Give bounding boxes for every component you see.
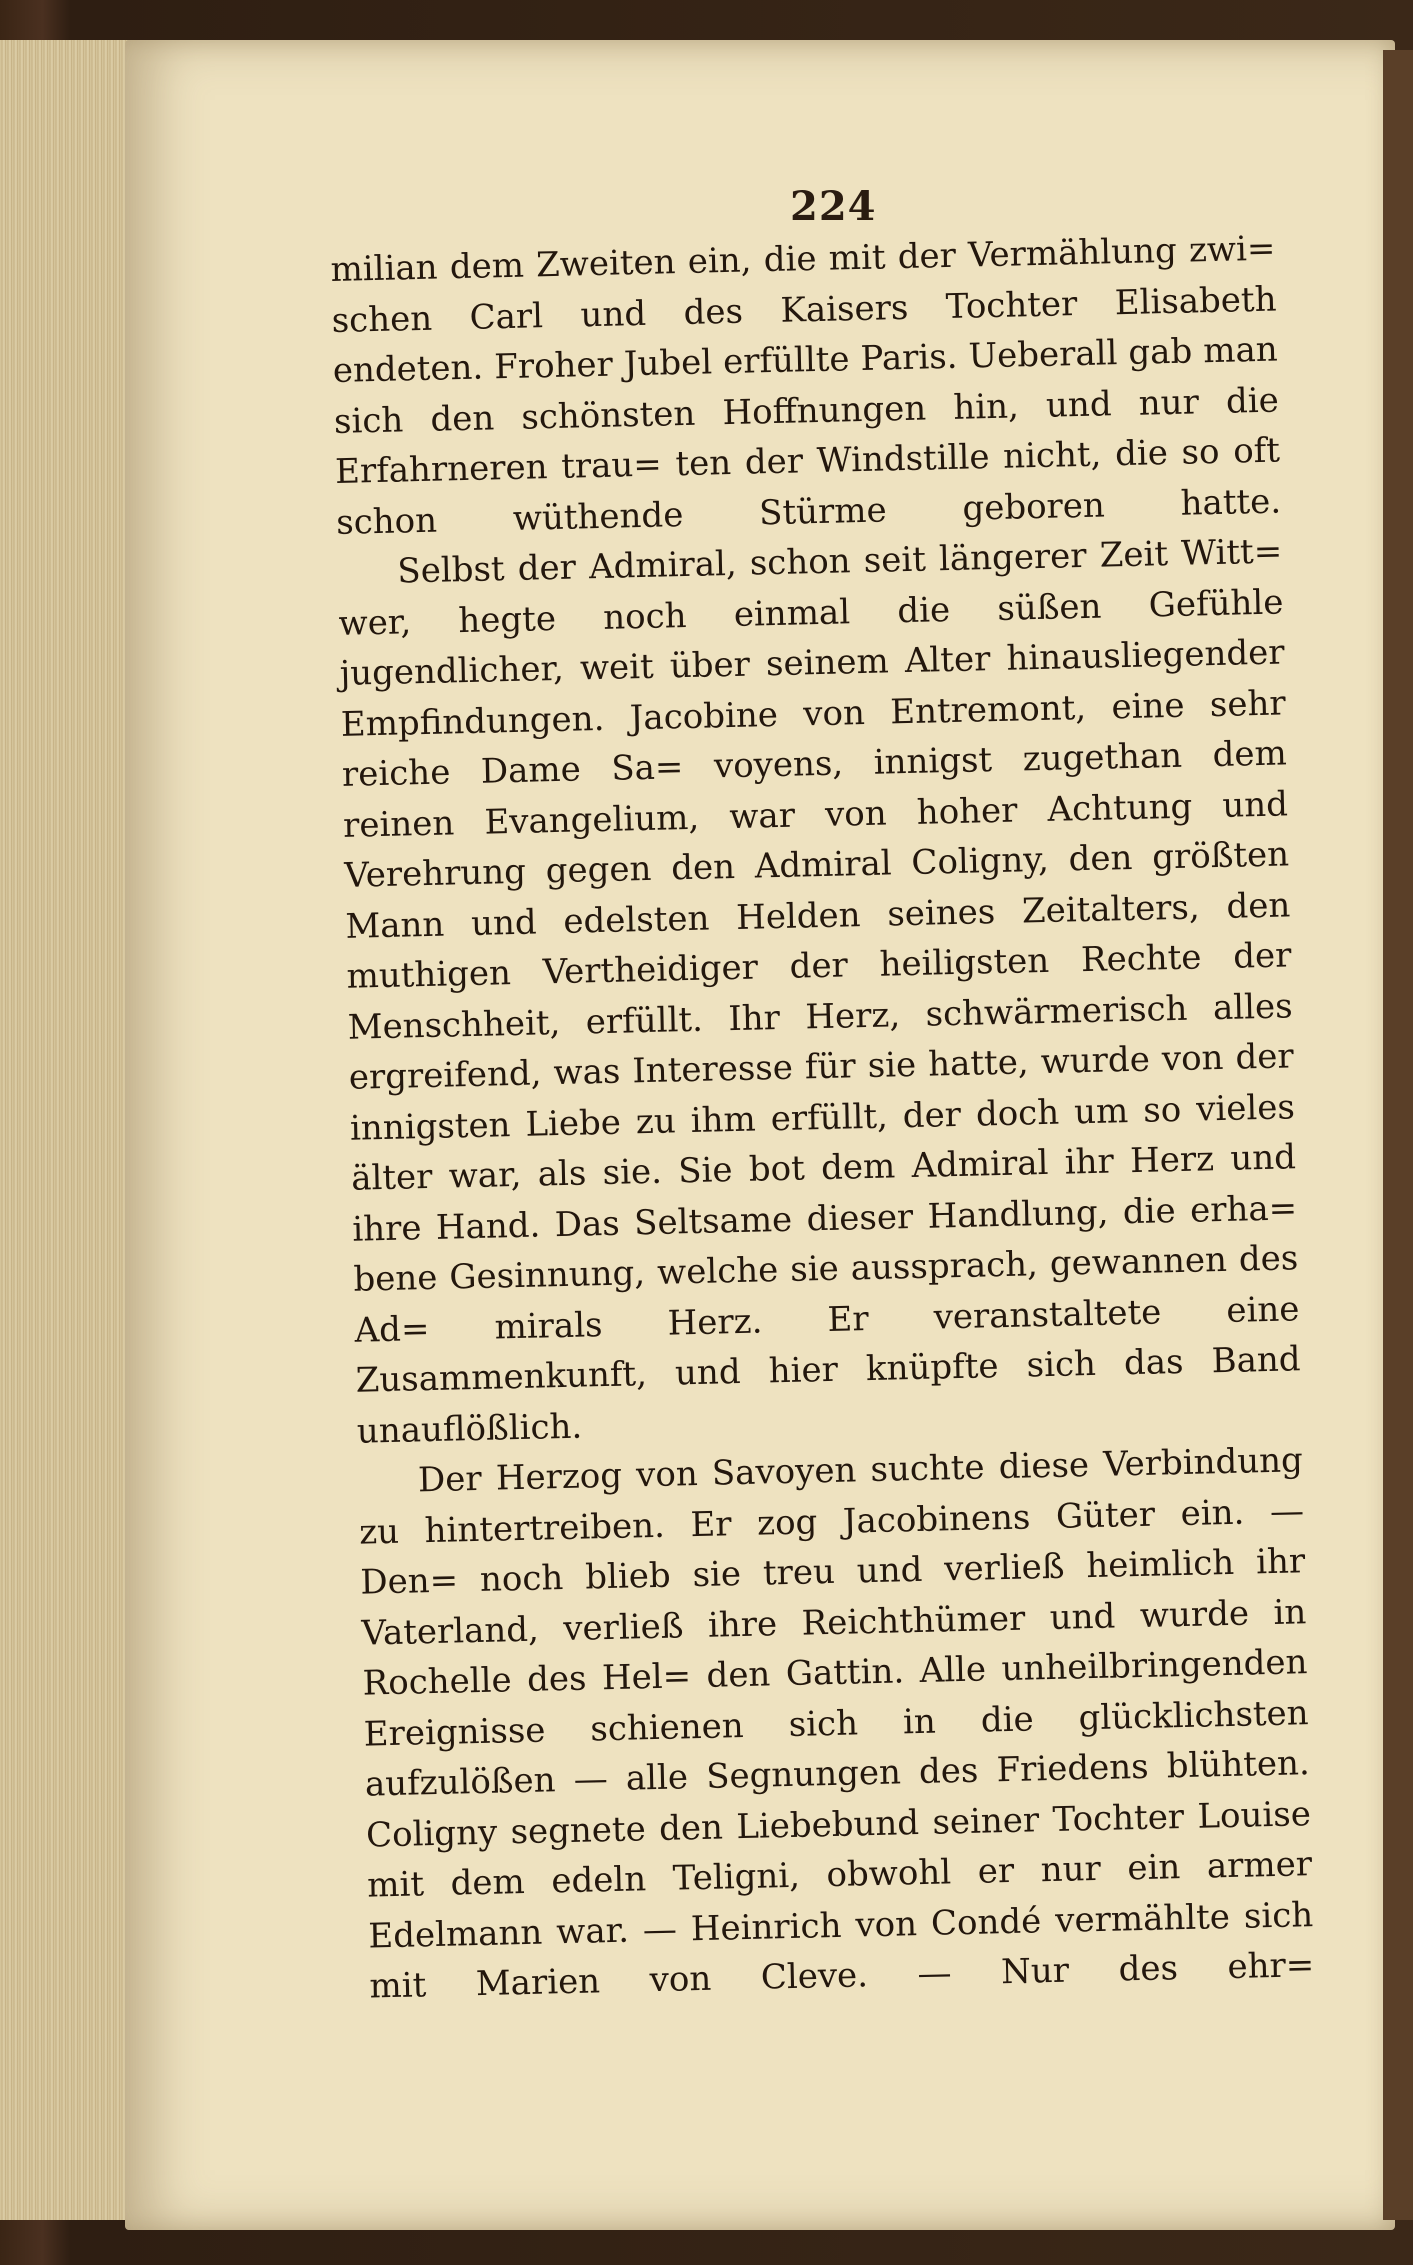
paragraph-3: Der Herzog von Savoyen suchte diese Verbindung zu hintertreiben. Er zog Jacobinens Güter ein. — Den= noch blieb sie treu und verließ heimlich ihr Vaterland, verließ ihre Reichthümer und wurde in Rochelle des Hel= den Gattin. Alle unheilbringenden Ereignisse schienen sich in die glücklichsten aufzulößen — alle Segnungen des Friedens blühten. Coligny segnete den Liebebund seiner Tochter Louise mit dem edeln Teligni, obwohl er nur ein armer Edelmann war. — Heinrich von Condé vermählte sich mit Marien von Cleve. — Nur des ehr= [358, 1440, 1315, 2007]
body-text [330, 224, 1315, 2012]
page-number: 224 [790, 183, 877, 230]
stacked-page-edges [0, 40, 138, 2220]
book-cover-edge [1383, 50, 1413, 2220]
paragraph-1: milian dem Zweiten ein, die mit der Vermählung zwi= schen Carl und des Kaisers Tochter Elisabeth endeten. Froher Jubel erfüllte Paris. Ueberall gab man sich den schönsten Hoffnungen hin, und nur die Erfahrneren trau= ten der Windstille nicht, die so oft schon wüthende Stürme geboren hatte. [330, 228, 1282, 543]
paragraph-2: Selbst der Admiral, schon seit längerer Zeit Witt= wer, hegte noch einmal die süßen Gefühle jugendlicher, weit über seinem Alter hinausliegender Empfindungen. Jacobine von Entremont, eine sehr reiche Dame Sa= voyens, innigst zugethan dem reinen Evangelium, war von hoher Achtung und Verehrung gegen den Admiral Coligny, den größten Mann und edelsten Helden seines Zeitalters, den muthigen Vertheidiger der heiligsten Rechte der Menschheit, erfüllt. Ihr Herz, schwärmerisch alles ergreifend, was Interesse für sie hatte, wurde von der innigsten Liebe zu ihm erfüllt, der doch um so vieles älter war, als sie. Sie bot dem Admiral ihr Herz und ihre Hand. Das Seltsame dieser Handlung, die erha= bene Gesinnung, welche sie aussprach, gewannen des Ad= mirals Herz. Er veranstaltete eine Zusammenkunft, und hier knüpfte sich das Band unauflößlich. [338, 531, 1301, 1452]
